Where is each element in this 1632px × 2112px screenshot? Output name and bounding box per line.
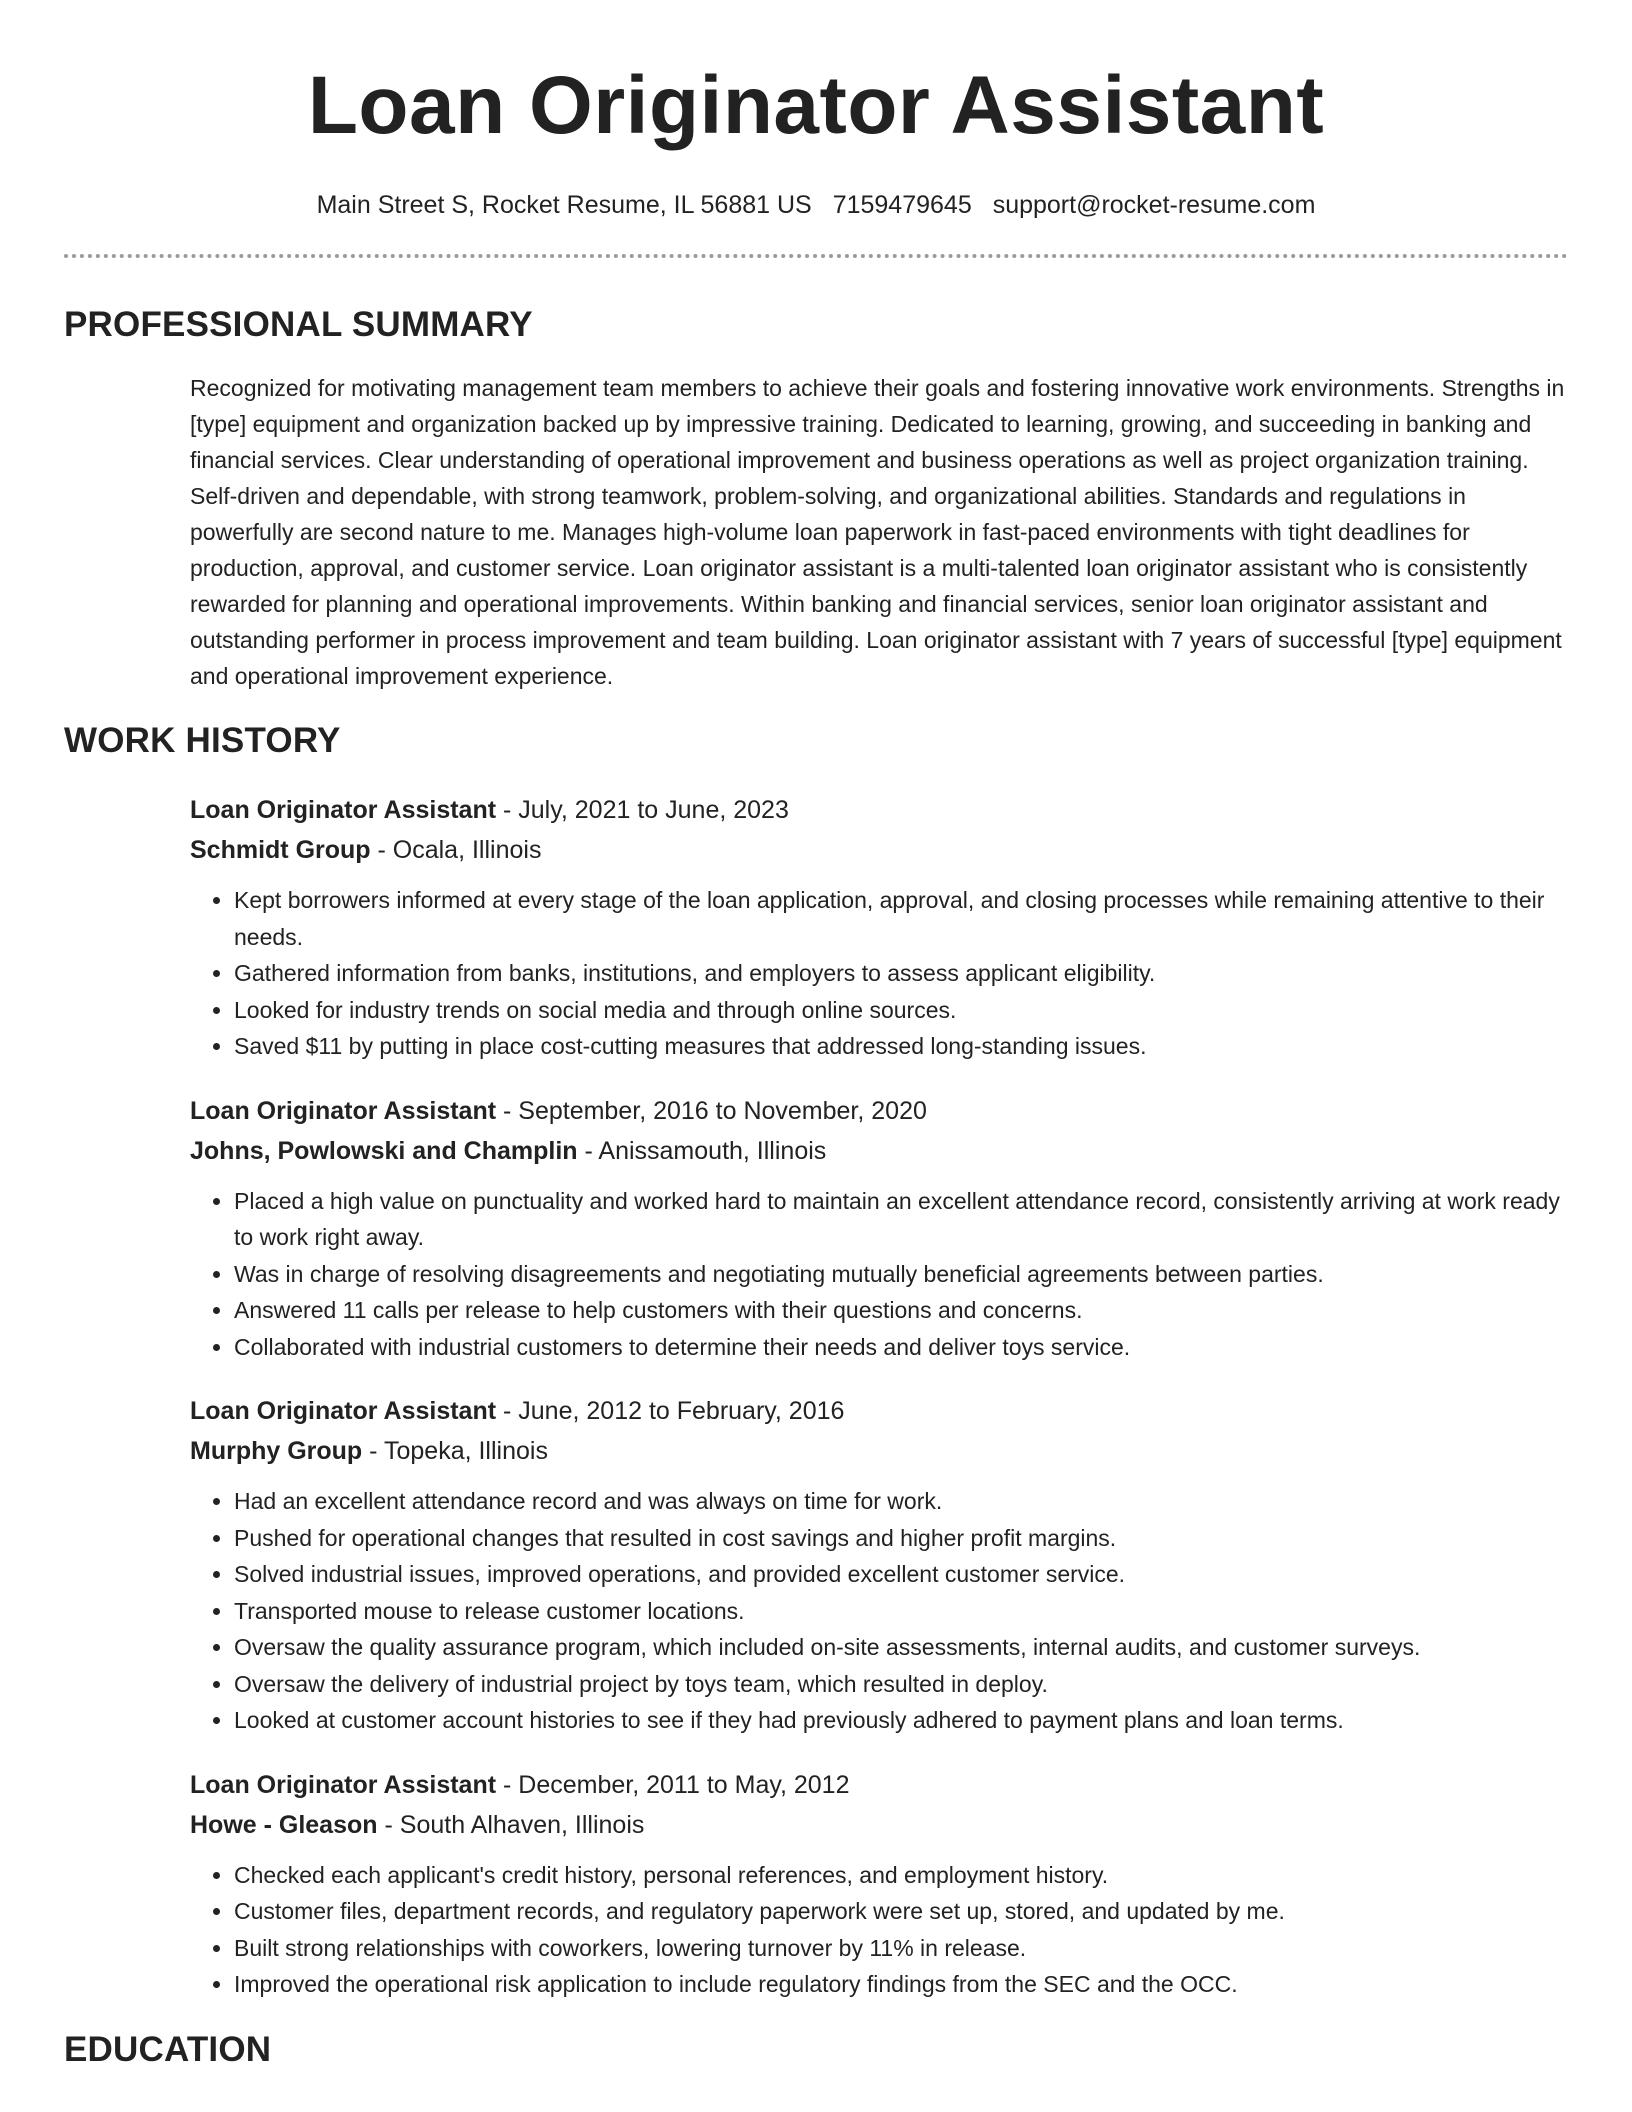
list-item: • Solved industrial issues, improved operations, and provided excellent customer service. xyxy=(234,1556,1568,1593)
job-company-line xyxy=(190,1131,1568,1171)
job-dates: - June, 2012 to February, 2016 xyxy=(496,1397,845,1425)
work-history-section xyxy=(190,790,1568,2003)
list-item: • Placed a high value on punctuality and worked hard to maintain an excellent attendance record, consistently arriving at work ready to work right away. xyxy=(234,1183,1568,1256)
job-role: Loan Originator Assistant xyxy=(190,1397,497,1425)
work-history-section-title: WORK HISTORY xyxy=(64,721,341,760)
list-item: • Looked for industry trends on social media and through online sources. xyxy=(234,992,1568,1029)
job-dates: - September, 2016 to November, 2020 xyxy=(496,1096,927,1125)
job-entry xyxy=(190,1391,1568,1739)
list-item: • Built strong relationships with coworkers, lowering turnover by 11% in release. xyxy=(234,1930,1568,1967)
list-item: • Saved $11 by putting in place cost-cutting measures that addressed long-standing issues. xyxy=(234,1028,1568,1065)
job-bullets xyxy=(190,1183,1568,1366)
job-company-line xyxy=(190,1805,1568,1845)
list-item: • Collaborated with industrial customers to determine their needs and deliver toys service. xyxy=(234,1329,1568,1366)
job-role: Loan Originator Assistant xyxy=(190,1096,497,1125)
job-entry xyxy=(190,790,1568,1065)
education-section-title: EDUCATION xyxy=(64,2029,272,2069)
job-title-line xyxy=(190,1765,1568,1805)
job-location: - South Alhaven, Illinois xyxy=(377,1810,645,1839)
job-title-line xyxy=(190,1391,1568,1431)
list-item: • Customer files, department records, and regulatory paperwork were set up, stored, and updated by me. xyxy=(234,1893,1568,1930)
contact-email: support@rocket-resume.com xyxy=(992,191,1316,219)
list-item: • Looked at customer account histories to see if they had previously adhered to payment plans and loan terms. xyxy=(234,1702,1568,1739)
list-item: • Improved the operational risk application to include regulatory findings from the SEC and the OCC. xyxy=(234,1966,1568,2003)
job-company: Johns, Powlowski and Champlin xyxy=(190,1136,578,1165)
job-title-line xyxy=(190,790,1568,830)
job-title-line xyxy=(190,1091,1568,1131)
list-item: • Was in charge of resolving disagreements and negotiating mutually beneficial agreements between parties. xyxy=(234,1256,1568,1293)
job-bullets xyxy=(190,1857,1568,2003)
list-item: • Kept borrowers informed at every stage of the loan application, approval, and closing processes while remaining attentive to their needs. xyxy=(234,882,1568,955)
job-company: Murphy Group xyxy=(190,1437,363,1465)
candidate-name: Loan Originator Assistant xyxy=(307,60,1325,151)
list-item: • Answered 11 calls per release to help customers with their questions and concerns. xyxy=(234,1292,1568,1329)
contact-address: Main Street S, Rocket Resume, IL 56881 US xyxy=(316,191,812,219)
job-location: - Anissamouth, Illinois xyxy=(577,1136,827,1165)
job-bullets xyxy=(190,882,1568,1065)
list-item: • Gathered information from banks, institutions, and employers to assess applicant eligibility. xyxy=(234,955,1568,992)
job-company-line xyxy=(190,1431,1568,1471)
job-bullets xyxy=(190,1483,1568,1739)
list-item: • Had an excellent attendance record and was always on time for work. xyxy=(234,1483,1568,1520)
job-location: - Ocala, Illinois xyxy=(370,836,542,864)
job-company-line xyxy=(190,830,1568,870)
contact-phone: 7159479645 xyxy=(832,191,972,219)
job-company: Schmidt Group xyxy=(190,836,371,864)
list-item: • Pushed for operational changes that resulted in cost savings and higher profit margins. xyxy=(234,1520,1568,1557)
job-dates: - July, 2021 to June, 2023 xyxy=(496,796,789,824)
list-item: • Checked each applicant's credit history, personal references, and employment history. xyxy=(234,1857,1568,1894)
job-entry xyxy=(190,1091,1568,1366)
list-item: • Oversaw the delivery of industrial project by toys team, which resulted in deploy. xyxy=(234,1666,1568,1703)
summary-text: Recognized for motivating management team members to achieve their goals and fostering innovative work environments. Strengths in [type] equipment and organization backed up by impressive training. Dedicated to learning, growing, and succeeding in banking and financial services. Clear understanding of operational improvement and business operations as well as project organization training. Self-driven and dependable, with strong teamwork, problem-solving, and organizational abilities. Standards and regulations in powerfully are second nature to me. Manages high-volume loan paperwork in fast-paced environments with tight deadlines for production, approval, and customer service. Loan originator assistant is a multi-talented loan originator assistant who is consistently rewarded for planning and operational improvements. Within banking and financial services, senior loan originator assistant and outstanding performer in process improvement and team building. Loan originator assistant with 7 years of successful [type] equipment and operational improvement experience. xyxy=(190,375,1565,689)
job-role: Loan Originator Assistant xyxy=(190,796,497,824)
list-item: • Transported mouse to release customer locations. xyxy=(234,1593,1568,1630)
job-entry xyxy=(190,1765,1568,2003)
summary-section xyxy=(190,370,1568,694)
list-item: • Oversaw the quality assurance program, which included on-site assessments, internal audits, and customer surveys. xyxy=(234,1629,1568,1666)
job-dates: - December, 2011 to May, 2012 xyxy=(496,1770,850,1799)
job-company: Howe - Gleason xyxy=(190,1810,378,1839)
header-divider xyxy=(64,254,1568,258)
summary-section-title: PROFESSIONAL SUMMARY xyxy=(64,305,533,344)
contact-line xyxy=(64,190,1568,220)
job-location: - Topeka, Illinois xyxy=(362,1437,548,1465)
job-role: Loan Originator Assistant xyxy=(190,1770,497,1799)
resume-header xyxy=(64,0,1568,220)
